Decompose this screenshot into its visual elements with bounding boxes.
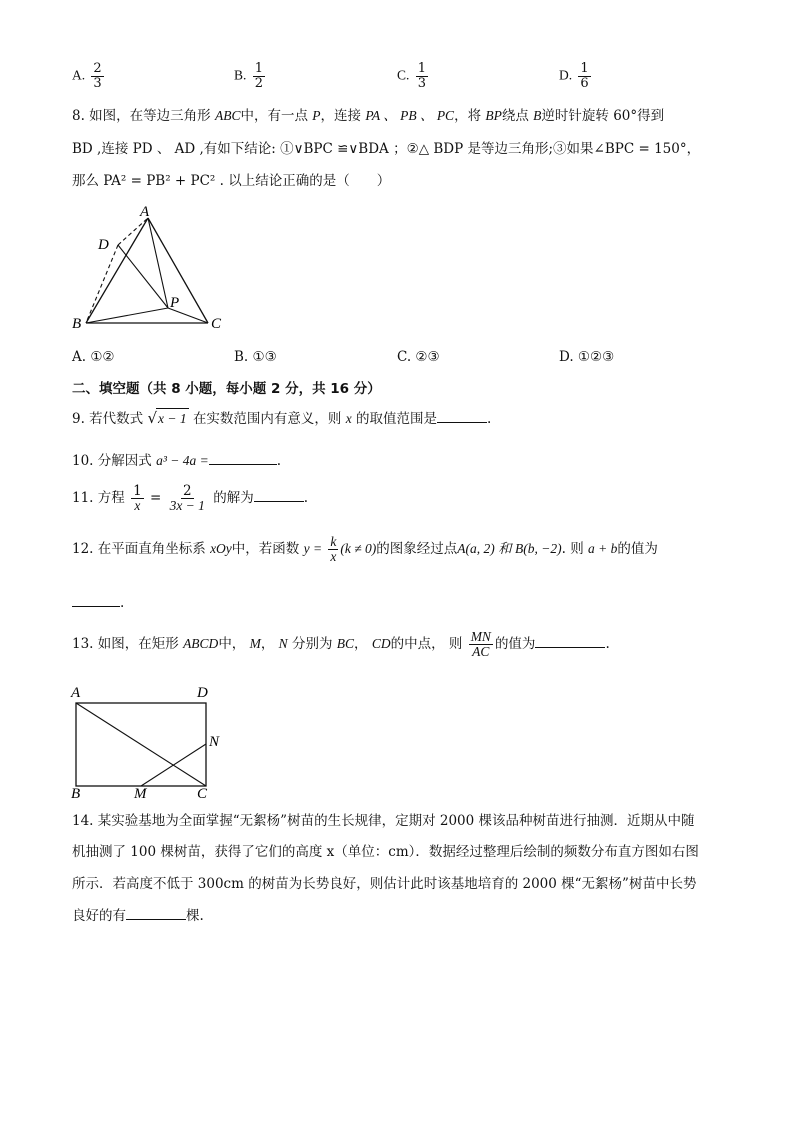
label-c: C xyxy=(211,316,222,332)
answer-blank[interactable] xyxy=(126,905,186,920)
seg-db xyxy=(86,245,118,323)
q8-line-1: 8. 如图，在等边三角形 ABC中，有一点 P，连接 PA 、 PB 、 PC，将 BP绕点 B逆时针旋转 60°得到 xyxy=(72,108,665,124)
fraction: $\frac{k}{x}$ xyxy=(330,534,337,565)
fraction: $\frac{1}{x}$ xyxy=(133,483,142,514)
q8-option-b[interactable]: B. ①③ xyxy=(234,349,277,365)
label-b: B xyxy=(71,786,81,800)
label-a: A xyxy=(140,204,150,220)
label-a: A xyxy=(71,685,81,701)
fraction: $\frac{1}{2}$ xyxy=(254,61,263,91)
q9-line: 9. 若代数式 √x − 1 在实数范围内有意义，则 x 的取值范围是 . xyxy=(72,409,492,427)
q11-line: 11. 方程 $\frac{1}{x}$ = $\frac{2}{3x - 1}$ 的解为 . xyxy=(72,483,309,514)
q10-line: 10. 分解因式 a³ − 4a = . xyxy=(72,450,281,471)
answer-blank[interactable] xyxy=(254,487,304,502)
label-m: M xyxy=(134,786,147,800)
answer-blank[interactable] xyxy=(535,633,605,648)
seg-da xyxy=(118,218,148,245)
sqrt-icon: √ xyxy=(147,409,158,427)
q12-answer-line: . xyxy=(72,592,124,613)
q8-line-2: BD ,连接 PD 、 AD ,有如下结论: ①∨BPC ≌∨BDA ；②△ BDP 是等边三角形;③如果∠BPC = 150°， xyxy=(72,141,701,157)
answer-blank[interactable] xyxy=(437,408,487,423)
q14-line-2: 机抽测了 100 棵树苗，获得了它们的高度 x（单位：cm）．数据经过整理后绘制的频数分布直方图如右图 xyxy=(72,844,699,860)
q14-line-4: 良好的有 棵. xyxy=(72,905,204,926)
q13-rectangle-figure xyxy=(66,682,236,800)
seg-pa xyxy=(148,218,168,308)
q7-option-a[interactable]: A. $\frac{2}{3}$ xyxy=(72,61,102,91)
label-c: C xyxy=(197,786,208,800)
label-d: D xyxy=(197,685,208,701)
seg-pb xyxy=(86,308,168,323)
fraction: $\frac{2}{3x - 1}$ xyxy=(169,483,205,514)
seg-ac xyxy=(76,703,206,786)
label-n: N xyxy=(209,734,220,750)
q8-option-c[interactable]: C. ②③ xyxy=(397,349,440,365)
q14-line-3: 所示．若高度不低于 300cm 的树苗为长势良好，则估计此时该基地培育的 2000 棵“无絮杨”树苗中长势 xyxy=(72,876,697,892)
q8-triangle-figure xyxy=(60,200,240,335)
q8-line-3: 那么 PA² = PB² + PC² . 以上结论正确的是（ ） xyxy=(72,173,391,189)
answer-blank[interactable] xyxy=(209,450,277,465)
q14-line-1: 14. 某实验基地为全面掌握“无絮杨”树苗的生长规律，定期对 2000 棵该品种树苗进行抽测．近期从中随 xyxy=(72,813,695,829)
q7-option-d[interactable]: D. $\frac{1}{6}$ xyxy=(559,61,589,91)
label-d: D xyxy=(98,237,109,253)
fraction: $\frac{2}{3}$ xyxy=(93,61,102,91)
answer-blank[interactable] xyxy=(72,592,120,607)
q13-line: 13. 如图，在矩形 ABCD中， M， N 分别为 BC， CD的中点， 则 $\frac{MN}{AC}$ 的值为 . xyxy=(72,629,610,660)
q12-line: 12. 在平面直角坐标系 xOy中，若函数 y = $\frac{k}{x}$ (k ≠ 0)的图象经过点A(a, 2) 和 B(b, −2). 则 a + b的值为 xyxy=(72,534,658,565)
q7-option-b[interactable]: B. $\frac{1}{2}$ xyxy=(234,61,263,91)
fraction: $\frac{MN}{AC}$ xyxy=(470,629,491,660)
q7-option-c[interactable]: C. $\frac{1}{3}$ xyxy=(397,61,426,91)
q8-option-a[interactable]: A. ①② xyxy=(72,349,115,365)
label-p: P xyxy=(170,295,180,311)
section-heading: 二、填空题（共 8 小题，每小题 2 分，共 16 分） xyxy=(72,381,381,397)
q8-option-d[interactable]: D. ①②③ xyxy=(559,349,615,365)
label-b: B xyxy=(72,316,82,332)
fraction: $\frac{1}{6}$ xyxy=(580,61,589,91)
fraction: $\frac{1}{3}$ xyxy=(417,61,426,91)
